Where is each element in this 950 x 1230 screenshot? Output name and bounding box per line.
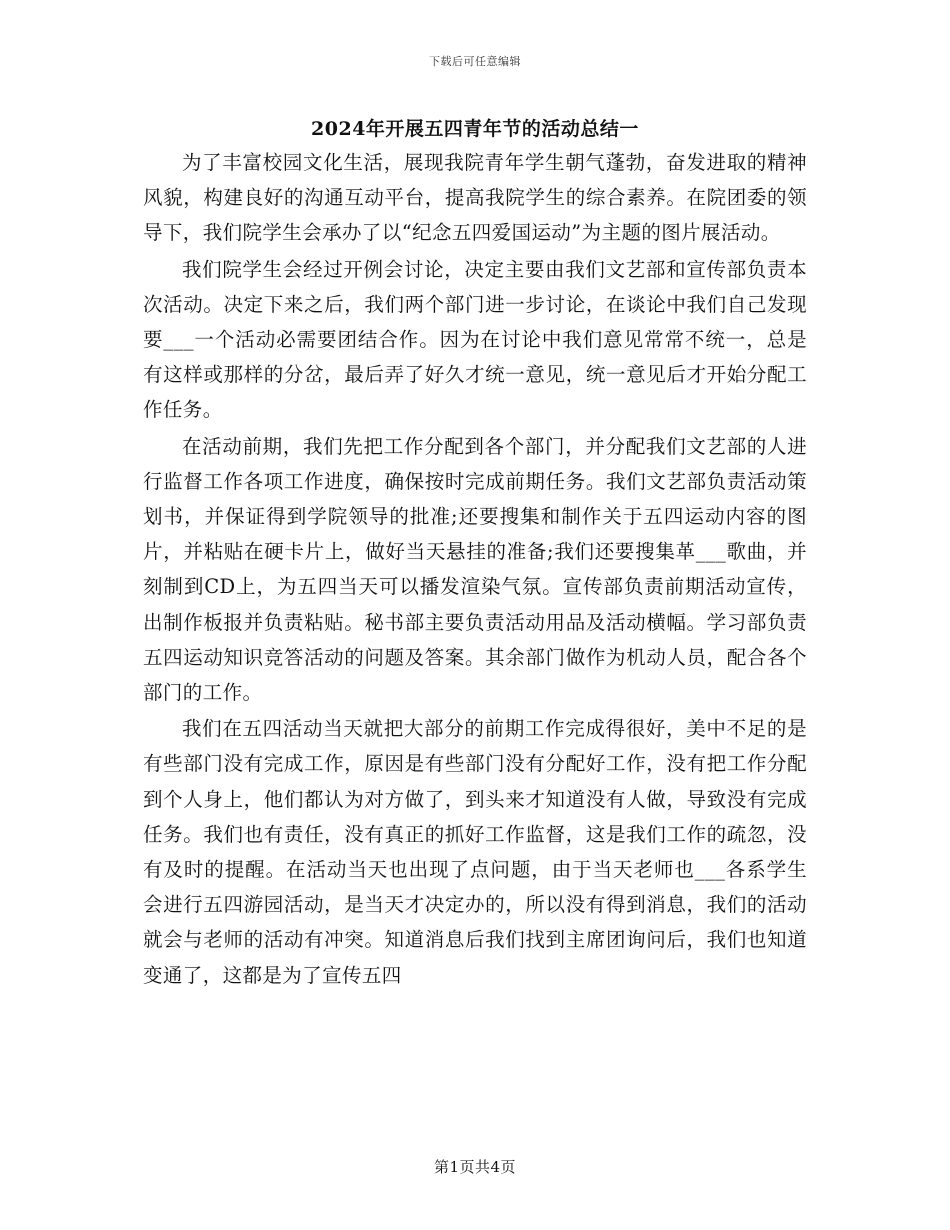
paragraph-1: 为了丰富校园文化生活，展现我院青年学生朝气蓬勃，奋发进取的精神风貌，构建良好的沟通互动平台，提高我院学生的综合素养。在院团委的领导下，我们院学生会承办了以“纪念五四爱国运动”为主题的图片展活动。 bbox=[143, 151, 807, 245]
page-header-note: 下载后可任意编辑 bbox=[429, 55, 521, 68]
document-title: 2024年开展五四青年节的活动总结一 bbox=[311, 118, 639, 140]
paragraph-4: 我们在五四活动当天就把大部分的前期工作完成得很好，美中不足的是有些部门没有完成工作，原因是有些部门没有分配好工作，没有把工作分配到个人身上，他们都认为对方做了，到头来才知道没有人做，导致没有完成任务。我们也有责任，没有真正的抓好工作监督，这是我们工作的疏忽，没有及时的提醒。在活动当天也出现了点问题，由于当天老师也___各系学生会进行五四游园活动，是当天才决定办的，所以没有得到消息，我们的活动就会与老师的活动有冲突。知道消息后我们找到主席团询问后，我们也知道变通了，这都是为了宣传五四 bbox=[143, 717, 807, 987]
page-number-footer: 第1页共4页 bbox=[433, 1158, 517, 1176]
paragraph-2: 我们院学生会经过开例会讨论，决定主要由我们文艺部和宣传部负责本次活动。决定下来之后，我们两个部门进一步讨论，在谈论中我们自己发现要___一个活动必需要团结合作。因为在讨论中我们意见常常不统一，总是有这样或那样的分岔，最后弄了好久才统一意见，统一意见后才开始分配工作任务。 bbox=[143, 257, 807, 422]
document-body bbox=[143, 145, 807, 994]
paragraph-3: 在活动前期，我们先把工作分配到各个部门，并分配我们文艺部的人进行监督工作各项工作进度，确保按时完成前期任务。我们文艺部负责活动策划书，并保证得到学院领导的批准;还要搜集和制作关于五四运动内容的图片，并粘贴在硬卡片上，做好当天悬挂的准备;我们还要搜集革___歌曲，并刻制到CD上，为五四当天可以播发渲染气氛。宣传部负责前期活动宣传，出制作板报并负责粘贴。秘书部主要负责活动用品及活动横幅。学习部负责五四运动知识竞答活动的问题及答案。其余部门做作为机动人员，配合各个部门的工作。 bbox=[143, 434, 807, 705]
